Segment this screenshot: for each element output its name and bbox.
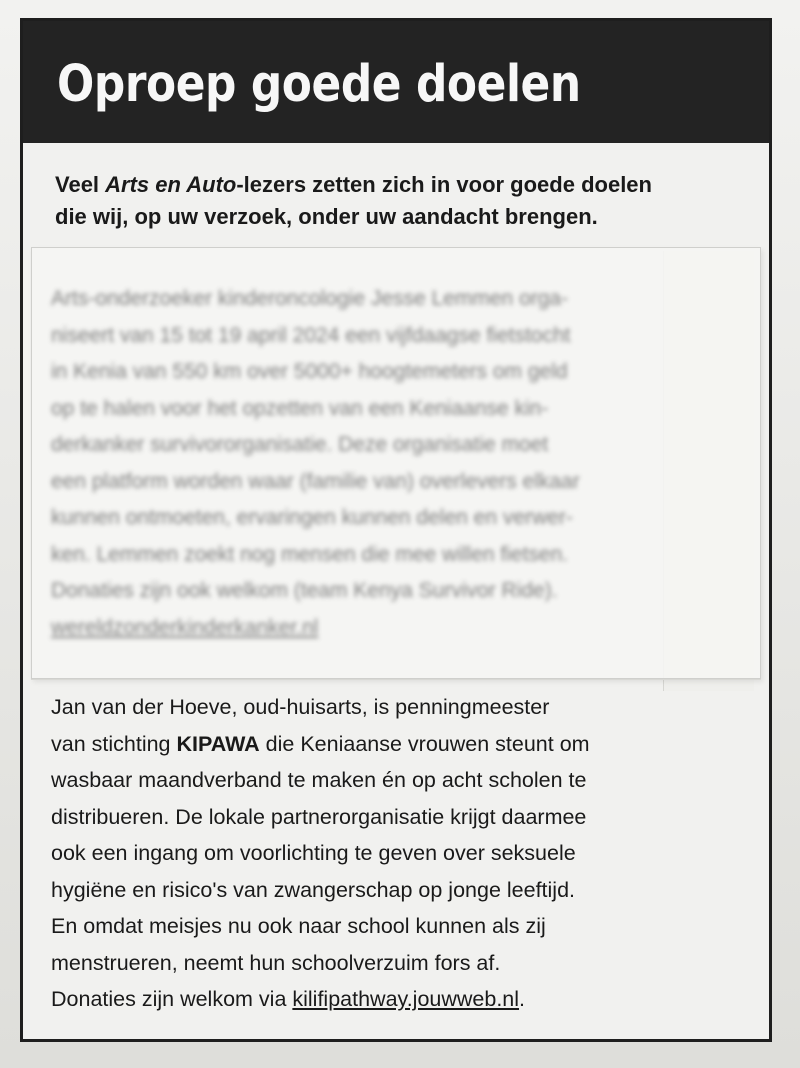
article-box [20, 18, 772, 1042]
blurred-line: derkanker survivororganisatie. Deze organisatie moet [51, 433, 549, 456]
blurred-line: ken. Lemmen zoekt nog mensen die mee willen fietsen. [51, 542, 569, 566]
body-line: wasbaar maandverband te maken én op acht scholen te [51, 768, 587, 792]
body-line: En omdat meisjes nu ook naar school kunnen als zij [51, 914, 546, 938]
kipawa-website-link[interactable]: kilifipathway.jouwweb.nl [292, 987, 520, 1011]
blurred-link[interactable]: wereldzonderkinderkanker.nl [51, 615, 319, 639]
body-line: distribueren. De lokale partnerorganisatie krijgt daarmee [51, 804, 587, 829]
intro-text: -lezers zetten zich in voor goede doelen [236, 172, 652, 197]
body-line [51, 981, 767, 1018]
body-text-span: Donaties zijn welkom via [51, 987, 293, 1011]
blurred-line: een platform worden waar (familie van) overlevers elkaar [51, 469, 580, 493]
blurred-line: op te halen voor het opzetten van een Keniaanse kin- [51, 396, 549, 420]
body-line: Jan van der Hoeve, oud-huisarts, is penningmeester [51, 695, 550, 719]
blurred-line: kunnen ontmoeten, ervaringen kunnen delen en verwer- [51, 506, 573, 529]
body-line [51, 726, 767, 763]
body-line: menstrueren, neemt hun schoolverzuim fors af. [51, 950, 501, 975]
header-bar [23, 21, 769, 143]
body-line: ook een ingang om voorlichting te geven over seksuele [51, 841, 576, 865]
blurred-line: Arts-onderzoeker kinderoncologie Jesse Lemmen orga- [51, 287, 569, 310]
blurred-line: niseert van 15 tot 19 april 2024 een vijfdaagse fietstocht [51, 323, 571, 347]
body-text-span: van stichting [51, 731, 177, 756]
blurred-line: in Kenia van 550 km over 5000+ hoogtemeters om geld [51, 360, 568, 383]
intro-paragraph [55, 169, 755, 233]
page-title: Oproep goede doelen [57, 55, 581, 114]
body-line: hygiëne en risico's van zwangerschap op jonge leeftijd. [51, 877, 576, 902]
blurred-line: Donaties zijn ook welkom (team Kenya Survivor Ride). [51, 579, 558, 602]
magazine-name: Arts en Auto [105, 172, 237, 197]
organization-name: KIPAWA [176, 731, 260, 756]
body-text-span: die Keniaanse vrouwen steunt om [259, 731, 590, 756]
intro-text: Veel [55, 172, 106, 197]
blurred-article [51, 281, 751, 646]
kipawa-paragraph [51, 689, 767, 1018]
body-text-span: . [519, 987, 526, 1011]
intro-text: die wij, op uw verzoek, onder uw aandacht brengen. [55, 204, 598, 229]
